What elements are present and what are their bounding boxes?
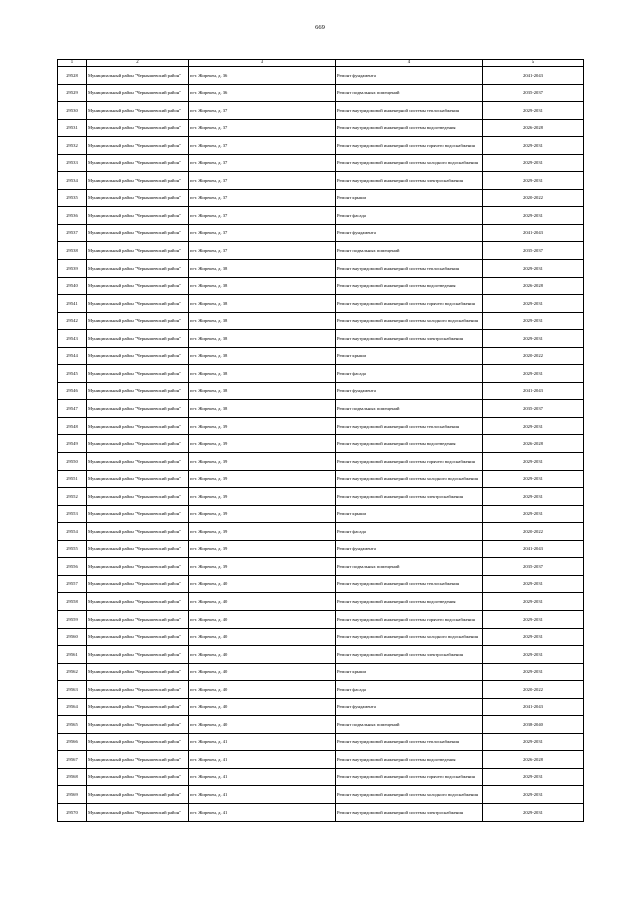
table-row [58,698,584,716]
district-cell: Муниципальный район "Чернышевский район" [87,470,189,488]
district-cell: Муниципальный район "Чернышевский район" [87,575,189,593]
table-row [58,224,584,242]
address-cell: пгт. Жирекен, д. 40 [189,628,336,646]
work-type-cell: Ремонт фасада [336,365,483,383]
address-cell: пгт. Жирекен, д. 41 [189,733,336,751]
table-row [58,172,584,190]
row-number-cell: 29528 [58,67,87,85]
period-cell: 2020-2022 [483,347,584,365]
row-number-cell: 29535 [58,189,87,207]
period-cell: 2029-2031 [483,733,584,751]
table-row [58,102,584,120]
row-number-cell: 29561 [58,646,87,664]
address-cell: пгт. Жирекен, д. 37 [189,172,336,190]
address-cell: пгт. Жирекен, д. 39 [189,523,336,541]
period-cell: 2029-2031 [483,137,584,155]
district-cell: Муниципальный район "Чернышевский район" [87,768,189,786]
district-cell: Муниципальный район "Чернышевский район" [87,172,189,190]
row-number-cell: 29560 [58,628,87,646]
work-type-cell: Ремонт крыши [336,347,483,365]
work-type-cell: Ремонт крыши [336,505,483,523]
row-number-cell: 29568 [58,768,87,786]
work-type-cell: Ремонт внутридомовой инженерной системы водоотведения [336,751,483,769]
district-cell: Муниципальный район "Чернышевский район" [87,558,189,576]
work-type-cell: Ремонт внутридомовой инженерной системы электроснабжения [336,172,483,190]
work-type-cell: Ремонт фундамента [336,382,483,400]
district-cell: Муниципальный район "Чернышевский район" [87,698,189,716]
table-row [58,540,584,558]
address-cell: пгт. Жирекен, д. 39 [189,435,336,453]
table-row [58,663,584,681]
district-cell: Муниципальный район "Чернышевский район" [87,681,189,699]
address-cell: пгт. Жирекен, д. 38 [189,365,336,383]
work-type-cell: Ремонт внутридомовой инженерной системы теплоснабжения [336,417,483,435]
row-number-cell: 29545 [58,365,87,383]
table-row [58,593,584,611]
period-cell: 2029-2031 [483,260,584,278]
row-number-cell: 29531 [58,119,87,137]
table-row [58,505,584,523]
address-cell: пгт. Жирекен, д. 40 [189,698,336,716]
district-cell: Муниципальный район "Чернышевский район" [87,646,189,664]
table-row [58,347,584,365]
work-type-cell: Ремонт фундамента [336,224,483,242]
address-cell: пгт. Жирекен, д. 38 [189,330,336,348]
address-cell: пгт. Жирекен, д. 40 [189,663,336,681]
table-row [58,733,584,751]
district-cell: Муниципальный район "Чернышевский район" [87,716,189,734]
work-type-cell: Ремонт подвальных помещений [336,558,483,576]
work-type-cell: Ремонт внутридомовой инженерной системы электроснабжения [336,803,483,821]
row-number-cell: 29562 [58,663,87,681]
period-cell: 2029-2031 [483,575,584,593]
work-type-cell: Ремонт внутридомовой инженерной системы горячего водоснабжения [336,137,483,155]
row-number-cell: 29529 [58,84,87,102]
table-row [58,786,584,804]
period-cell: 2029-2031 [483,365,584,383]
address-cell: пгт. Жирекен, д. 38 [189,400,336,418]
period-cell: 2029-2031 [483,470,584,488]
period-cell: 2041-2043 [483,67,584,85]
period-cell: 2029-2031 [483,628,584,646]
work-type-cell: Ремонт крыши [336,663,483,681]
district-cell: Муниципальный район "Чернышевский район" [87,277,189,295]
period-cell: 2029-2031 [483,417,584,435]
period-cell: 2029-2031 [483,488,584,506]
address-cell: пгт. Жирекен, д. 37 [189,102,336,120]
table-row [58,277,584,295]
row-number-cell: 29538 [58,242,87,260]
work-type-cell: Ремонт подвальных помещений [336,716,483,734]
table-row [58,453,584,471]
address-cell: пгт. Жирекен, д. 38 [189,382,336,400]
district-cell: Муниципальный район "Чернышевский район" [87,540,189,558]
table-row [58,646,584,664]
column-number-cell: 5 [483,60,584,67]
row-number-cell: 29541 [58,295,87,313]
period-cell: 2029-2031 [483,330,584,348]
district-cell: Муниципальный район "Чернышевский район" [87,488,189,506]
period-cell: 2035-2037 [483,242,584,260]
address-cell: пгт. Жирекен, д. 40 [189,575,336,593]
district-cell: Муниципальный район "Чернышевский район" [87,102,189,120]
period-cell: 2029-2031 [483,453,584,471]
district-cell: Муниципальный район "Чернышевский район" [87,593,189,611]
work-type-cell: Ремонт внутридомовой инженерной системы водоотведения [336,277,483,295]
table-row [58,768,584,786]
work-type-cell: Ремонт фундамента [336,698,483,716]
table-row [58,154,584,172]
table-row [58,681,584,699]
period-cell: 2026-2028 [483,751,584,769]
address-cell: пгт. Жирекен, д. 37 [189,137,336,155]
district-cell: Муниципальный район "Чернышевский район" [87,663,189,681]
work-type-cell: Ремонт внутридомовой инженерной системы водоотведения [336,435,483,453]
address-cell: пгт. Жирекен, д. 39 [189,488,336,506]
period-cell: 2029-2031 [483,207,584,225]
work-type-cell: Ремонт внутридомовой инженерной системы горячего водоснабжения [336,295,483,313]
work-type-cell: Ремонт подвальных помещений [336,400,483,418]
address-cell: пгт. Жирекен, д. 41 [189,751,336,769]
district-cell: Муниципальный район "Чернышевский район" [87,189,189,207]
period-cell: 2035-2037 [483,400,584,418]
table-row [58,610,584,628]
row-number-cell: 29564 [58,698,87,716]
row-number-cell: 29546 [58,382,87,400]
work-type-cell: Ремонт внутридомовой инженерной системы водоотведения [336,593,483,611]
work-type-cell: Ремонт внутридомовой инженерной системы теплоснабжения [336,575,483,593]
row-number-cell: 29542 [58,312,87,330]
row-number-cell: 29553 [58,505,87,523]
address-cell: пгт. Жирекен, д. 39 [189,417,336,435]
district-cell: Муниципальный район "Чернышевский район" [87,803,189,821]
district-cell: Муниципальный район "Чернышевский район" [87,523,189,541]
row-number-cell: 29550 [58,453,87,471]
table-row [58,470,584,488]
work-type-cell: Ремонт внутридомовой инженерной системы холодного водоснабжения [336,470,483,488]
address-cell: пгт. Жирекен, д. 38 [189,295,336,313]
period-cell: 2038-2040 [483,716,584,734]
column-number-cell: 2 [87,60,189,67]
row-number-cell: 29559 [58,610,87,628]
column-number-cell: 4 [336,60,483,67]
district-cell: Муниципальный район "Чернышевский район" [87,505,189,523]
table-row [58,365,584,383]
table-row [58,575,584,593]
row-number-cell: 29567 [58,751,87,769]
column-number-cell: 1 [58,60,87,67]
district-cell: Муниципальный район "Чернышевский район" [87,628,189,646]
address-cell: пгт. Жирекен, д. 39 [189,470,336,488]
district-cell: Муниципальный район "Чернышевский район" [87,453,189,471]
page-number: 669 [315,24,325,31]
address-cell: пгт. Жирекен, д. 40 [189,681,336,699]
work-type-cell: Ремонт подвальных помещений [336,242,483,260]
period-cell: 2029-2031 [483,663,584,681]
address-cell: пгт. Жирекен, д. 38 [189,347,336,365]
address-cell: пгт. Жирекен, д. 39 [189,540,336,558]
period-cell: 2029-2031 [483,102,584,120]
work-type-cell: Ремонт внутридомовой инженерной системы холодного водоснабжения [336,312,483,330]
address-cell: пгт. Жирекен, д. 41 [189,768,336,786]
row-number-cell: 29533 [58,154,87,172]
row-number-cell: 29558 [58,593,87,611]
address-cell: пгт. Жирекен, д. 37 [189,242,336,260]
district-cell: Муниципальный район "Чернышевский район" [87,119,189,137]
address-cell: пгт. Жирекен, д. 37 [189,207,336,225]
period-cell: 2029-2031 [483,786,584,804]
period-cell: 2026-2028 [483,119,584,137]
table-row [58,488,584,506]
district-cell: Муниципальный район "Чернышевский район" [87,400,189,418]
address-cell: пгт. Жирекен, д. 37 [189,119,336,137]
work-type-cell: Ремонт внутридомовой инженерной системы электроснабжения [336,488,483,506]
row-number-cell: 29547 [58,400,87,418]
district-cell: Муниципальный район "Чернышевский район" [87,347,189,365]
table-row [58,207,584,225]
table-row [58,330,584,348]
work-type-cell: Ремонт фасада [336,681,483,699]
address-cell: пгт. Жирекен, д. 37 [189,224,336,242]
row-number-cell: 29569 [58,786,87,804]
table-row [58,189,584,207]
district-cell: Муниципальный район "Чернышевский район" [87,330,189,348]
row-number-cell: 29554 [58,523,87,541]
table-row [58,295,584,313]
district-cell: Муниципальный район "Чернышевский район" [87,137,189,155]
address-cell: пгт. Жирекен, д. 39 [189,505,336,523]
table-row [58,312,584,330]
period-cell: 2029-2031 [483,803,584,821]
work-type-cell: Ремонт внутридомовой инженерной системы горячего водоснабжения [336,453,483,471]
address-cell: пгт. Жирекен, д. 39 [189,558,336,576]
table-row [58,417,584,435]
table-row [58,435,584,453]
row-number-cell: 29532 [58,137,87,155]
row-number-cell: 29539 [58,260,87,278]
row-number-cell: 29537 [58,224,87,242]
period-cell: 2041-2043 [483,382,584,400]
row-number-cell: 29563 [58,681,87,699]
period-cell: 2026-2028 [483,435,584,453]
district-cell: Муниципальный район "Чернышевский район" [87,382,189,400]
work-type-cell: Ремонт внутридомовой инженерной системы холодного водоснабжения [336,628,483,646]
district-cell: Муниципальный район "Чернышевский район" [87,312,189,330]
address-cell: пгт. Жирекен, д. 37 [189,154,336,172]
period-cell: 2029-2031 [483,312,584,330]
period-cell: 2041-2043 [483,698,584,716]
address-cell: пгт. Жирекен, д. 41 [189,786,336,804]
district-cell: Муниципальный район "Чернышевский район" [87,67,189,85]
work-type-cell: Ремонт крыши [336,189,483,207]
period-cell: 2020-2022 [483,681,584,699]
table-row [58,119,584,137]
row-number-cell: 29530 [58,102,87,120]
table-row [58,137,584,155]
district-cell: Муниципальный район "Чернышевский район" [87,84,189,102]
row-number-cell: 29543 [58,330,87,348]
district-cell: Муниципальный район "Чернышевский район" [87,154,189,172]
period-cell: 2029-2031 [483,295,584,313]
district-cell: Муниципальный район "Чернышевский район" [87,610,189,628]
address-cell: пгт. Жирекен, д. 38 [189,277,336,295]
work-type-cell: Ремонт внутридомовой инженерной системы водоотведения [336,119,483,137]
work-type-cell: Ремонт внутридомовой инженерной системы холодного водоснабжения [336,786,483,804]
address-cell: пгт. Жирекен, д. 39 [189,453,336,471]
address-cell: пгт. Жирекен, д. 40 [189,610,336,628]
table-row [58,558,584,576]
table-row [58,523,584,541]
register-table-body [58,60,584,822]
row-number-cell: 29551 [58,470,87,488]
row-number-cell: 29557 [58,575,87,593]
period-cell: 2020-2022 [483,189,584,207]
work-type-cell: Ремонт внутридомовой инженерной системы теплоснабжения [336,733,483,751]
period-cell: 2041-2043 [483,224,584,242]
work-type-cell: Ремонт фасада [336,523,483,541]
address-cell: пгт. Жирекен, д. 36 [189,67,336,85]
row-number-cell: 29536 [58,207,87,225]
address-cell: пгт. Жирекен, д. 40 [189,716,336,734]
period-cell: 2029-2031 [483,646,584,664]
district-cell: Муниципальный район "Чернышевский район" [87,242,189,260]
district-cell: Муниципальный район "Чернышевский район" [87,435,189,453]
table-row [58,67,584,85]
address-cell: пгт. Жирекен, д. 41 [189,803,336,821]
district-cell: Муниципальный район "Чернышевский район" [87,295,189,313]
work-type-cell: Ремонт внутридомовой инженерной системы электроснабжения [336,330,483,348]
district-cell: Муниципальный район "Чернышевский район" [87,417,189,435]
period-cell: 2020-2022 [483,523,584,541]
column-number-cell: 3 [189,60,336,67]
district-cell: Муниципальный район "Чернышевский район" [87,733,189,751]
table-row [58,751,584,769]
period-cell: 2029-2031 [483,768,584,786]
table-row [58,260,584,278]
work-type-cell: Ремонт подвальных помещений [336,84,483,102]
row-number-cell: 29552 [58,488,87,506]
register-table [57,59,584,822]
row-number-cell: 29549 [58,435,87,453]
work-type-cell: Ремонт внутридомовой инженерной системы электроснабжения [336,646,483,664]
period-cell: 2041-2043 [483,540,584,558]
period-cell: 2029-2031 [483,610,584,628]
row-number-cell: 29540 [58,277,87,295]
row-number-cell: 29555 [58,540,87,558]
table-row [58,716,584,734]
table-row [58,628,584,646]
work-type-cell: Ремонт внутридомовой инженерной системы теплоснабжения [336,102,483,120]
work-type-cell: Ремонт фундамента [336,67,483,85]
table-row [58,242,584,260]
district-cell: Муниципальный район "Чернышевский район" [87,786,189,804]
row-number-cell: 29565 [58,716,87,734]
row-number-cell: 29570 [58,803,87,821]
row-number-cell: 29534 [58,172,87,190]
district-cell: Муниципальный район "Чернышевский район" [87,365,189,383]
table-row [58,382,584,400]
row-number-cell: 29544 [58,347,87,365]
row-number-cell: 29566 [58,733,87,751]
work-type-cell: Ремонт внутридомовой инженерной системы холодного водоснабжения [336,154,483,172]
period-cell: 2029-2031 [483,172,584,190]
period-cell: 2029-2031 [483,593,584,611]
work-type-cell: Ремонт фасада [336,207,483,225]
address-cell: пгт. Жирекен, д. 40 [189,593,336,611]
row-number-cell: 29556 [58,558,87,576]
address-cell: пгт. Жирекен, д. 40 [189,646,336,664]
address-cell: пгт. Жирекен, д. 36 [189,84,336,102]
period-cell: 2035-2037 [483,558,584,576]
work-type-cell: Ремонт внутридомовой инженерной системы горячего водоснабжения [336,768,483,786]
table-row [58,803,584,821]
address-cell: пгт. Жирекен, д. 37 [189,189,336,207]
address-cell: пгт. Жирекен, д. 38 [189,260,336,278]
district-cell: Муниципальный район "Чернышевский район" [87,224,189,242]
district-cell: Муниципальный район "Чернышевский район" [87,751,189,769]
address-cell: пгт. Жирекен, д. 38 [189,312,336,330]
table-row [58,400,584,418]
district-cell: Муниципальный район "Чернышевский район" [87,260,189,278]
work-type-cell: Ремонт внутридомовой инженерной системы горячего водоснабжения [336,610,483,628]
table-row [58,84,584,102]
period-cell: 2026-2028 [483,277,584,295]
column-number-row [58,60,584,67]
district-cell: Муниципальный район "Чернышевский район" [87,207,189,225]
period-cell: 2029-2031 [483,505,584,523]
work-type-cell: Ремонт фундамента [336,540,483,558]
period-cell: 2029-2031 [483,154,584,172]
period-cell: 2035-2037 [483,84,584,102]
row-number-cell: 29548 [58,417,87,435]
work-type-cell: Ремонт внутридомовой инженерной системы теплоснабжения [336,260,483,278]
